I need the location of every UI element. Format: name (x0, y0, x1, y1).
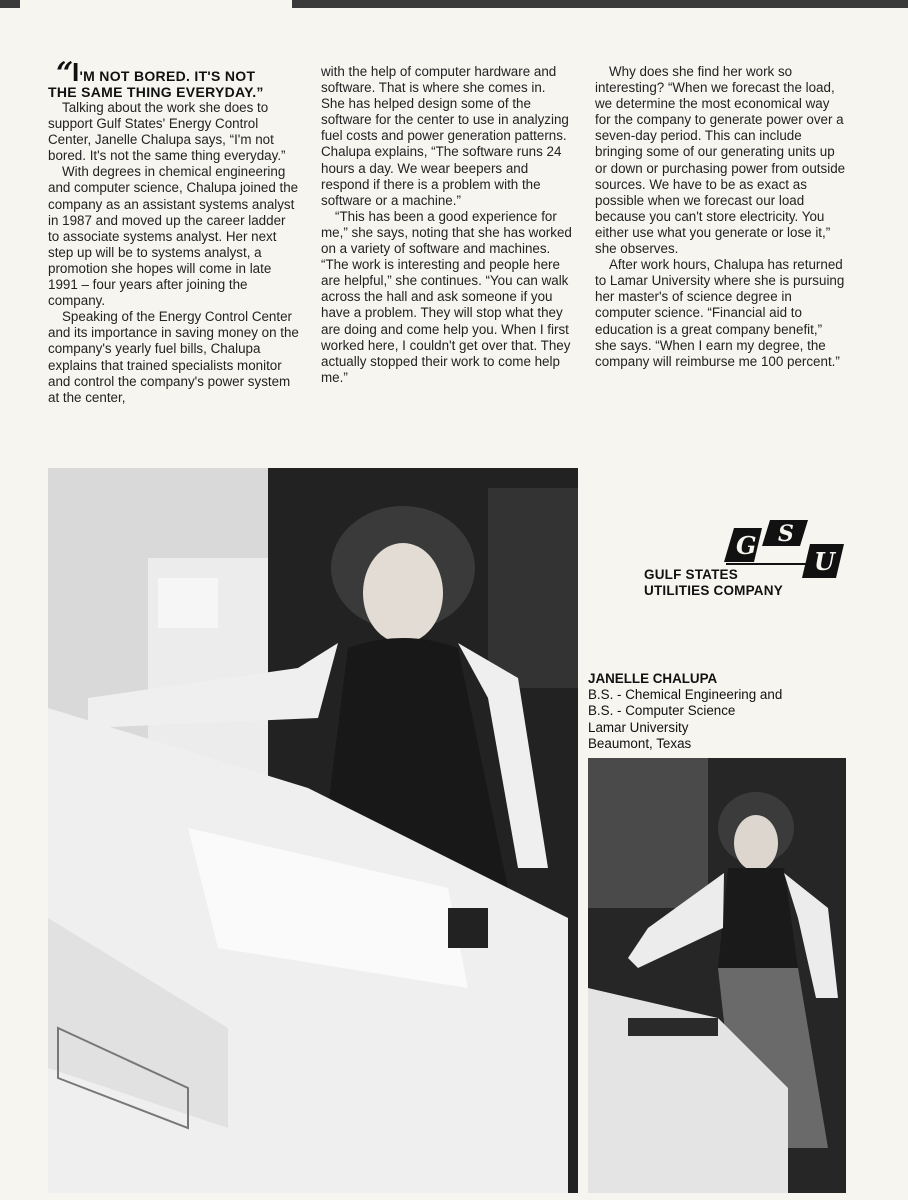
university: Lamar University (588, 719, 689, 735)
paragraph: Talking about the work she does to support Gulf States' Energy Control Center, Janelle Chalupa says, “I'm not bored. It's not the same thing everyday.” (48, 100, 286, 164)
headline-drop-letter: I (72, 57, 80, 87)
paragraph: Why does she find her work so interesting? “When we forecast the load, we determine the most economical way for the company to generate power over a seven-day period. This can include bringing some of our generating units up or down or purchasing power from outside sources. We have to be as exact as possible when we forecast our load because you can't store electricity. You either use what you generate or lose it,” she observes. (595, 64, 846, 257)
logo-letter-s: S (778, 521, 794, 547)
logo-letter-g: G (736, 531, 757, 560)
company-name-line-1: GULF STATES (644, 567, 738, 582)
article-column-2 (321, 64, 573, 386)
company-name (644, 567, 844, 599)
headline (48, 56, 300, 100)
secondary-photo (588, 758, 846, 1193)
degree-line-1: B.S. - Chemical Engineering and (588, 687, 783, 703)
article-column-3 (595, 64, 847, 370)
paragraph: with the help of computer hardware and software. That is where she comes in. She has helped design some of the software for the center to use in analyzing fuel costs and power generation patterns. Chalupa explains, “The software runs 24 hours a day. We wear beepers and respond if there is a problem with the software or a machine.” (321, 64, 569, 208)
paragraph: With degrees in chemical engineering and computer science, Chalupa joined the company as an assistant systems analyst in 1987 and moved up the career ladder to associate systems analyst. Her next step up will be to systems analyst, a promotion she hopes will come in late 1991 – four years after joining the company. (48, 164, 299, 309)
headline-line-1: 'M NOT BORED. IT'S NOT (79, 68, 256, 84)
employee-bio (588, 671, 848, 752)
main-photo (48, 468, 578, 1193)
employee-name: JANELLE CHALUPA (588, 671, 718, 686)
top-border (0, 0, 908, 8)
paragraph: Speaking of the Energy Control Center and its importance in saving money on the company's yearly fuel bills, Chalupa explains that trained specialists monitor and control the company's power system at the center, (48, 309, 299, 405)
logo-letter-u: U (814, 547, 835, 576)
headline-line-2: THE SAME THING EVERYDAY.” (48, 84, 264, 100)
paragraph: “This has been a good experience for me,” she says, noting that she has worked on a variety of software and machines. “The work is interesting and people here are helpful,” she continues. “You can walk across the hall and ask someone if you have a problem. They will stop what they are doing and come help you. When I first worked here, I couldn't get over that. They actually stopped their work to come help me.” (321, 208, 572, 385)
company-name-line-2: UTILITIES COMPANY (644, 583, 783, 598)
main-photo-illustration (48, 468, 578, 1193)
location: Beaumont, Texas (588, 735, 692, 751)
article-column-1 (48, 56, 300, 406)
headline-open-quote: “ (56, 56, 74, 91)
degree-line-2: B.S. - Computer Science (588, 703, 736, 719)
secondary-photo-illustration (588, 758, 846, 1193)
paragraph: After work hours, Chalupa has returned to Lamar University where she is pursuing her master's of science degree in computer science. “Financial aid to education is a great company benefit,” she says. “When I earn my degree, the company will reimburse me 100 percent.” (595, 257, 845, 369)
